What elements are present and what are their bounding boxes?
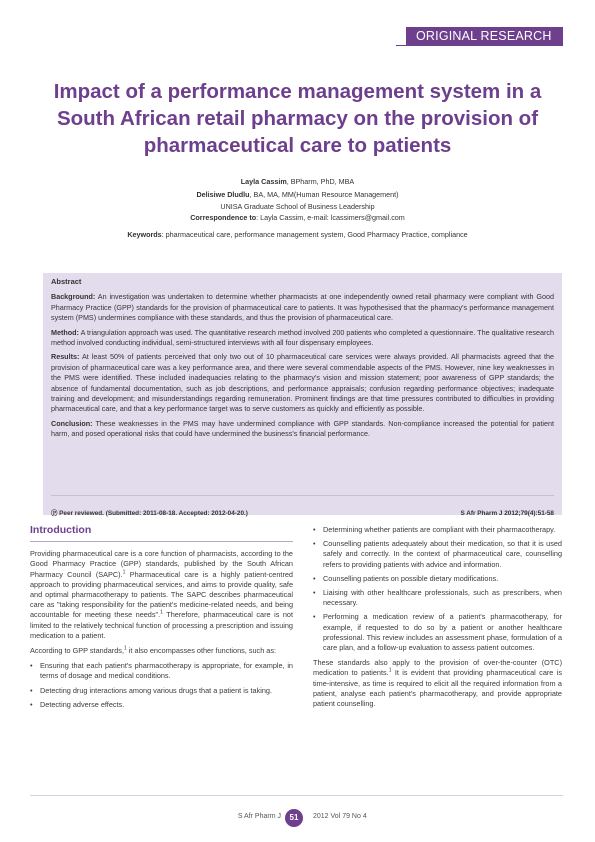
list-item: • Ensuring that each patient's pharmacotherapy is appropriate, for example, in terms of dosage and medical conditions. bbox=[30, 661, 293, 681]
p1-part-c: Therefore, pharmaceutical care is not limited to the relatively technical function of processing a prescription and issuing medication to a patient. bbox=[30, 610, 293, 640]
introduction-heading: Introduction bbox=[30, 524, 92, 536]
list-item: • Performing a medication review of a patient's pharmacotherapy, for example, if requested to do so by a patient or another healthcare professional. This review includes an assessment phase, formulation of a care plan, and a follow-up evaluation to assess patient outcomes. bbox=[313, 612, 562, 653]
author-block bbox=[30, 176, 565, 214]
author-1-credentials: , BPharm, PhD, MBA bbox=[286, 177, 355, 186]
keywords-label: Keywords bbox=[127, 230, 162, 239]
article-title: Impact of a performance management system in a South African retail pharmacy on the provision of pharmaceutical care to patients bbox=[53, 80, 542, 157]
keywords-text: : pharmaceutical care, performance management system, Good Pharmacy Practice, compliance bbox=[161, 230, 468, 239]
author-2-credentials: , BA, MA, MM(Human Resource Management) bbox=[249, 189, 399, 199]
abstract-method bbox=[51, 328, 554, 349]
correspondence-label: Correspondence to bbox=[190, 213, 257, 222]
intro-paragraph-1 bbox=[30, 549, 293, 641]
footer-rule bbox=[30, 795, 563, 796]
section-banner: ORIGINAL RESEARCH bbox=[406, 27, 563, 45]
list-item: • Counselling patients on possible dietary modifications. bbox=[313, 574, 562, 584]
list-item: • Detecting adverse effects. bbox=[30, 700, 293, 710]
author-1 bbox=[30, 176, 565, 189]
author-2 bbox=[30, 189, 565, 202]
background-label: Background: bbox=[51, 292, 96, 302]
column-right bbox=[313, 525, 562, 714]
page-number: 51 bbox=[285, 809, 303, 827]
intro-paragraph-2 bbox=[30, 646, 293, 656]
list-item: • Determining whether patients are compliant with their pharmacotherapy. bbox=[313, 525, 562, 535]
list-item: • Liaising with other healthcare professionals, such as prescribers, when necessary. bbox=[313, 588, 562, 608]
p2-part-b: it also encompasses other functions, such as: bbox=[126, 646, 277, 656]
abstract-heading: Abstract bbox=[51, 277, 82, 286]
p1-part-a: Providing pharmaceutical care is a core function of pharmacists, according to the Good Pharmacy Practice (GPP) standards, published by the South African Pharmacy Council (SAPC). bbox=[30, 549, 293, 579]
citation: S Afr Pharm J 2012;79(4):51-58 bbox=[460, 510, 554, 517]
method-label: Method: bbox=[51, 327, 79, 337]
correspondence-text: : Layla Cassim, e-mail: lcassimers@gmail.com bbox=[256, 213, 405, 222]
author-2-name: Delisiwe Dludlu bbox=[196, 189, 250, 199]
banner-underline bbox=[396, 45, 563, 46]
method-text: A triangulation approach was used. The quantitative research method involved 200 patients who completed a questionnaire. The qualitative research method involved conducting individual, semi-structured interviews with all four dispensary employees. bbox=[51, 327, 554, 348]
abstract-background bbox=[51, 292, 554, 323]
bullet-list-right bbox=[313, 525, 562, 653]
results-label: Results: bbox=[51, 352, 80, 362]
abstract-separator bbox=[51, 495, 554, 496]
results-text: At least 50% of patients perceived that only two out of 10 pharmaceutical care services were always provided. All pharmacists agreed that the provision of pharmaceutical care was a key performance area, and there were several commendable aspects of the PMS. However, nine key weaknesses in the PMS were identified. These included inadequacies relating to the pharmacy's vision and mission statement; poor awareness of GPP standards; the absence of fundamental documentation, such as job descriptions, and performance appraisals; confusion regarding performance objectives; inadequate training and development; and misunderstandings regarding remuneration. Prominent findings are that time pressures contributed to difficulties in providing pharmaceutical care, and that a key performance target was to serve customers as quickly and efficiently as possible. bbox=[51, 352, 554, 414]
p3-part-a: These standards also apply to the provision of over-the-counter (OTC) medication to patients. bbox=[313, 658, 562, 678]
peer-review-text: Peer reviewed. (Submitted: 2011-08-18. Accepted: 2012-04-20.) bbox=[59, 510, 248, 517]
p1-part-b: Pharmaceutical care is a highly patient-centred approach to providing pharmaceutical services, and aims to provide quality, safe and optimal pharmacotherapy to patients. The SAPC describes pharmaceutical care as "taking responsibility for the patient's medicine-related needs, and being accountable for meeting these needs". bbox=[30, 569, 293, 620]
affiliation: UNISA Graduate School of Business Leadership bbox=[220, 202, 375, 211]
ref-sup: 1 bbox=[388, 668, 392, 675]
list-item: • Detecting drug interactions among various drugs that a patient is taking. bbox=[30, 686, 293, 696]
author-1-name: Layla Cassim bbox=[240, 177, 287, 186]
correspondence bbox=[30, 213, 565, 222]
column-left bbox=[30, 525, 293, 715]
conclusion-text: These weaknesses in the PMS may have undermined compliance with GPP standards. Non-compliance increased the potential for patient harm, and posed operational risks that could have undermined the business's financial performance. bbox=[51, 418, 554, 439]
intro-paragraph-3 bbox=[313, 658, 562, 709]
background-text: An investigation was undertaken to determine whether pharmacists at one independently owned retail pharmacy were compliant with Good Pharmacy Practice (GPP) standards for the provision of pharmaceutical care to patients. It was hypothesised that the pharmacy's performance management system (PMS) undermines compliance with these standards, and thus the provision of pharmaceutical care. bbox=[51, 292, 554, 323]
footer-journal: S Afr Pharm J bbox=[237, 813, 281, 820]
p3-part-b: It is evident that providing pharmaceutical care is time-intensive, as time is required to elicit all the required information from a patient, analyse each patient's pharmacotherapy, and provide appropriate patient counselling. bbox=[313, 668, 562, 709]
keywords bbox=[30, 230, 565, 239]
abstract-box bbox=[43, 273, 562, 515]
peer-review-note bbox=[51, 509, 248, 519]
page-footer bbox=[0, 808, 595, 828]
list-item: • Counselling patients adequately about their medication, so that it is used safely and correctly. In the context of pharmaceutical care, counselling refers to providing patients with advice and information. bbox=[313, 539, 562, 570]
bullet-list-left bbox=[30, 661, 293, 710]
abstract-results bbox=[51, 352, 554, 414]
abstract-conclusion bbox=[51, 419, 554, 440]
peer-review-icon: Ⓟ bbox=[51, 510, 60, 517]
heading-rule bbox=[30, 541, 293, 542]
ref-sup: 1 bbox=[160, 610, 163, 616]
ref-sup: 1 bbox=[122, 569, 126, 576]
conclusion-label: Conclusion: bbox=[51, 418, 93, 428]
footer-volume: 2012 Vol 79 No 4 bbox=[313, 813, 367, 820]
p2-part-a: According to GPP standards, bbox=[30, 646, 124, 656]
ref-sup: 1 bbox=[123, 645, 127, 652]
